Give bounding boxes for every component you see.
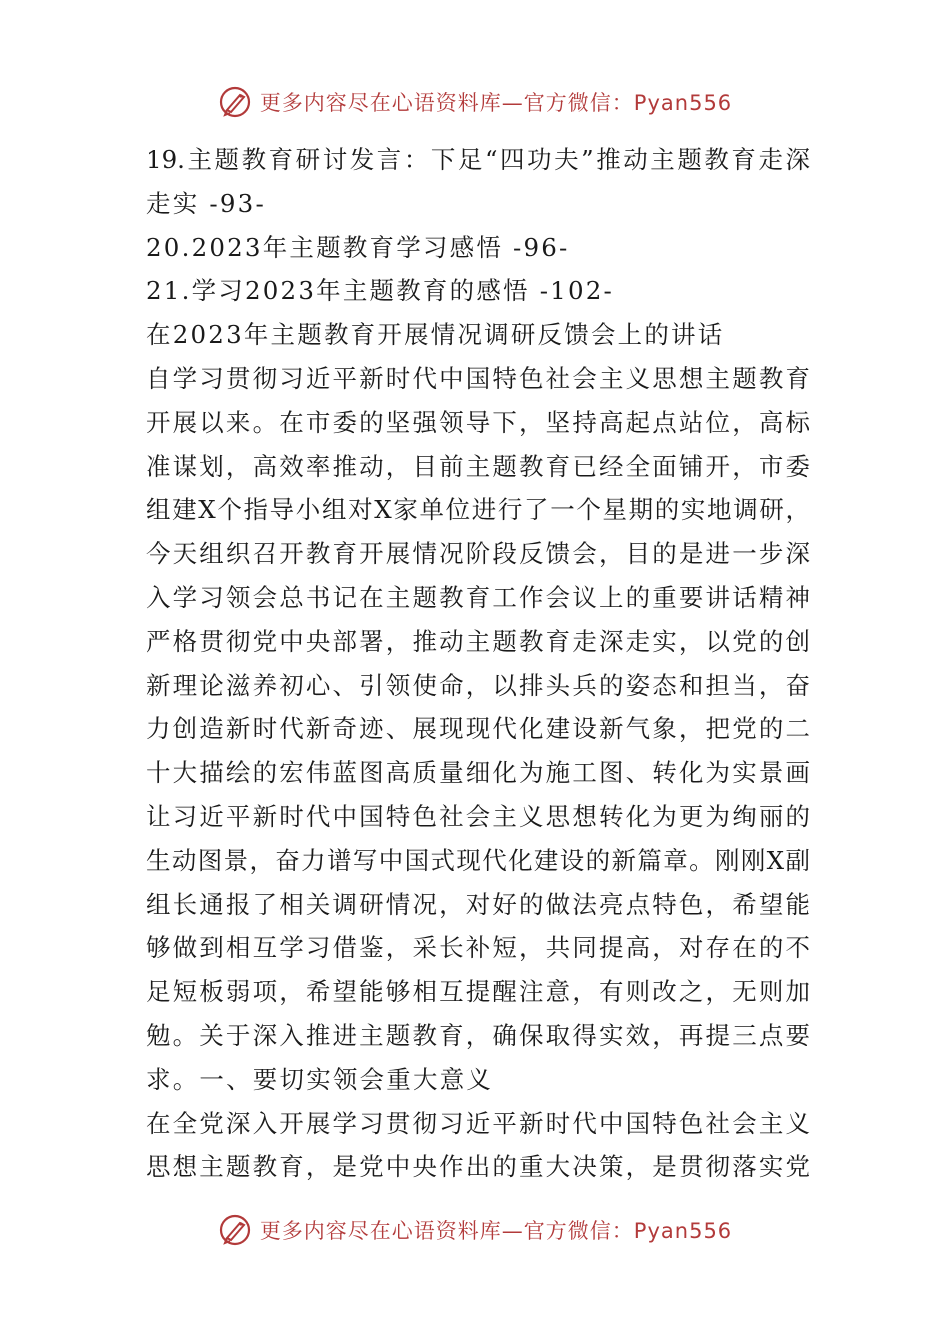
paragraph-line: 足短板弱项，希望能够相互提醒注意，有则改之，无则加 (146, 977, 810, 1007)
pen-nib-logo-icon (218, 1213, 252, 1247)
paragraph-line: 勉。关于深入推进主题教育，确保取得实效，再提三点要 (146, 1020, 810, 1050)
paragraph-line: 入学习领会总书记在主题教育工作会议上的重要讲话精神 (146, 582, 810, 612)
document-body (146, 138, 810, 1189)
paragraph-line: 够做到相互学习借鉴，采长补短，共同提高，对存在的不 (146, 933, 810, 963)
paragraph-line: 力创造新时代新奇迹、展现现代化建设新气象，把党的二 (146, 714, 810, 744)
footer-watermark (0, 1210, 950, 1250)
document-title: 在2023年主题教育开展情况调研反馈会上的讲话 (146, 320, 725, 350)
paragraph-line: 思想主题教育，是党中央作出的重大决策，是贯彻落实党 (146, 1152, 810, 1182)
paragraph-line: 新理论滋养初心、引领使命，以排头兵的姿态和担当，奋 (146, 670, 810, 700)
paragraph-line: 十大描绘的宏伟蓝图高质量细化为施工图、转化为实景画 (146, 758, 810, 788)
paragraph-line: 组长通报了相关调研情况，对好的做法亮点特色，希望能 (146, 889, 810, 919)
toc-item-19-line-2: 走实 -93- (146, 188, 266, 218)
paragraph-line: 严格贯彻党中央部署，推动主题教育走深走实，以党的创 (146, 626, 810, 656)
section-heading-line: 求。一、要切实领会重大意义 (146, 1064, 494, 1094)
watermark-text: 更多内容尽在心语资料库—官方微信：Pyan556 (259, 91, 733, 115)
toc-item-19-line-1: 19.主题教育研讨发言：下足“四功夫”推动主题教育走深 (146, 145, 810, 174)
paragraph-line: 让习近平新时代中国特色社会主义思想转化为更为绚丽的 (146, 801, 810, 831)
paragraph-line: 今天组织召开教育开展情况阶段反馈会，目的是进一步深 (146, 539, 810, 569)
header-watermark (0, 82, 950, 122)
watermark-text: 更多内容尽在心语资料库—官方微信：Pyan556 (259, 1219, 733, 1243)
paragraph-line: 组建X个指导小组对X家单位进行了一个星期的实地调研， (146, 495, 810, 525)
toc-item-21: 21.学习2023年主题教育的感悟 -102- (146, 276, 615, 306)
paragraph-line: 开展以来。在市委的坚强领导下，坚持高起点站位，高标 (146, 407, 810, 437)
paragraph-line: 自学习贯彻习近平新时代中国特色社会主义思想主题教育 (146, 363, 810, 393)
pen-nib-logo-icon (218, 85, 252, 119)
paragraph-line: 生动图景，奋力谱写中国式现代化建设的新篇章。刚刚X副 (146, 845, 810, 875)
paragraph-line: 在全党深入开展学习贯彻习近平新时代中国特色社会主义 (146, 1108, 810, 1138)
paragraph-line: 准谋划，高效率推动，目前主题教育已经全面铺开，市委 (146, 451, 810, 481)
toc-item-20: 20.2023年主题教育学习感悟 -96- (146, 232, 570, 262)
